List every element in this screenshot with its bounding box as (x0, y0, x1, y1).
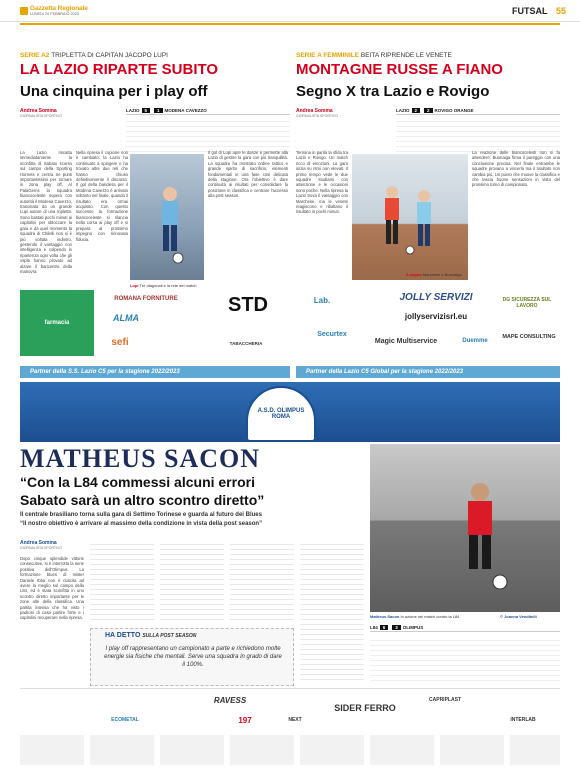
left-caption-name: Lupi (130, 283, 139, 288)
sponsors-right-panel (296, 290, 560, 362)
olimpus-scoreboard (370, 624, 560, 632)
sponsor-197: 197 (238, 715, 252, 725)
right-col2: La reazione delle biancocelesti non si fa attendere: Buonaiga firma il pareggio con una conclusione precisa. Nel finale entrambe le squadre provano a vincerla ma il risultato non cambia più. Un punto che muove la classifica e che lascia buone sensazioni in vista del prossimo turno di campionato. (472, 150, 560, 188)
right-caption-text: Marchese e Buonaiga (422, 272, 462, 277)
left-kicker (20, 52, 168, 59)
right-author-name: Andrea Somma (296, 108, 333, 114)
olimpus-score-home-goals: 6 (380, 625, 389, 630)
player-figure-icon (130, 154, 204, 280)
left-score-away: MODENA CAVEZZO (164, 108, 207, 113)
sponsor-jolly-website: jollyservizisrl.eu (404, 311, 468, 321)
olimpus-author-name: Andrea Somma (20, 540, 57, 546)
sponsor-romana-forniture: ROMANA FORNITURE (114, 296, 178, 302)
sponsor-interlab: INTERLAB (510, 717, 536, 723)
left-author (20, 108, 62, 118)
sponsor-sefi: sefi (111, 336, 129, 348)
sponsor-duemme: Duemme (462, 338, 488, 344)
left-col1: La Lazio riscatta immediatamente la sconfitta di Sabato scorso sul campo della Sporting Hornets e centra tre punti importantissimi per tornare in zona play off. Al PalaGems la squadra biancoceleste supera con autorità il Modena Cavezzo, trascinata da un grande Lupi autore di una tripletta. Sono bastati pochi minuti ai capitolini per sbloccare la gara e da quel momento la squadra di Chilelli non si è più voltata indietro, gestendo il vantaggio con intelligenza e colpendo in ripartenza ogni volta che gli ospiti hanno provato ad alzare il baricentro della manovra. (20, 150, 72, 274)
right-score-home: LAZIO (396, 108, 410, 113)
right-author-role: GIORNALISTA SPORTIVO (296, 114, 339, 118)
sponsor-std: STD (228, 293, 268, 316)
olimpus-score-away: OLIMPUS (402, 625, 424, 630)
right-kicker (296, 52, 452, 59)
right-lineup-block (396, 117, 560, 153)
left-lineup-block (126, 117, 290, 153)
partner-stripe-right: Partner della Lazio C5 Global per la stagione 2022/2023 (296, 366, 560, 378)
header-bar (0, 0, 580, 22)
sponsor-mape-consulting: MAPE CONSULTING (502, 334, 556, 340)
olimpus-col4 (230, 540, 294, 624)
right-title: MONTAGNE RUSSE A FIANO (296, 61, 503, 78)
sponsor-next: NEXT (288, 717, 302, 723)
right-caption-name: A segno (406, 272, 422, 277)
olimpus-score-away-goals: 3 (392, 625, 401, 630)
quote-title-text: HA DETTO (105, 632, 141, 639)
right-kicker-strong: SERIE A FEMMINILE (296, 52, 360, 59)
olimpus-dek-1: Il centrale brasiliano torna sulla gara di Settimo Torinese e guarda al futuro dei Blues (20, 512, 262, 518)
sponsor-jolly-servizi: JOLLY SERVIZI (399, 291, 473, 303)
left-caption-text: Tre diagonali e la rete del match (139, 283, 197, 288)
left-kicker-strong: SERIE A2 (20, 52, 50, 59)
left-score-home-goals: 5 (142, 108, 151, 113)
olimpus-crest-text: A.S.D. OLIMPUS ROMA (257, 408, 305, 420)
left-author-name: Andrea Somma (20, 108, 57, 114)
olimpus-col3 (160, 540, 224, 624)
olimpus-photo-credit: © Joanna Venditelli (500, 614, 537, 619)
brand-name: Gazzetta Regionale (30, 5, 88, 12)
left-title: LA LAZIO RIPARTE SUBITO (20, 61, 219, 78)
sponsor-magic-multiservice: Magic Multiservice (374, 337, 438, 345)
header-divider (20, 23, 560, 25)
partner-stripe-left: Partner della S.S. Lazio C5 per la stagione 2022/2023 (20, 366, 290, 378)
left-author-role: GIORNALISTA SPORTIVO (20, 114, 63, 118)
sponsor-securtex: Securtex (317, 330, 347, 338)
right-col1: Termina in parità la sfida tra Lazio e Rovigo. Un match ricco di emozioni. La gara inizia su ritmi non elevati. Il primo tempo vede le due squadre studiarsi con attenzione e le occasioni sono poche. Nella ripresa la Lazio trova il vantaggio con Marchese, ma le venete reagiscono e ribaltano il risultato in pochi minuti. (296, 150, 348, 215)
right-kicker-text: BEITA RIPRENDE LE VENETE (360, 52, 452, 59)
bottom-sponsors (20, 688, 560, 768)
olimpus-lineup-block (370, 636, 560, 682)
olimpus-banner (20, 382, 560, 442)
right-score-away-goals: 2 (424, 108, 433, 113)
sponsor-dg-sicurezza: DG SICUREZZA SUL LAVORO (502, 297, 552, 309)
sponsor-ravess: RAVESS (213, 695, 247, 705)
olimpus-score-home: L84 (370, 625, 378, 630)
sponsors-left-panel (20, 290, 290, 362)
right-score-home-goals: 2 (412, 108, 421, 113)
sponsor-sider-ferro: SIDER FERRO (334, 703, 396, 713)
player-action-icon (370, 444, 560, 612)
right-scoreboard (396, 107, 560, 115)
olimpus-dek-2: “Il nostro obiettivo è arrivare al massimo della condizione in vista della post season” (20, 521, 263, 527)
right-subtitle: Segno X tra Lazio e Rovigo (296, 83, 490, 100)
left-score-away-goals: 1 (154, 108, 163, 113)
quote-title (105, 632, 196, 639)
olimpus-caption-text: In azione nel match contro la L84 (400, 614, 460, 619)
sponsor-logo-grid (20, 735, 560, 765)
left-subtitle: Una cinquina per i play off (20, 83, 208, 100)
right-photo (352, 154, 468, 280)
brand-logo-icon (20, 7, 28, 15)
left-col3: Il gol di Lupi apre le danze e permette alla Lazio di gestire la gara con più tranquillità. La squadra ha mostrato ordine tattico e grande spirito di sacrificio, elementi fondamentali in una fase così delicata della stagione. Ora l'obiettivo è dare continuità ai risultati per consolidare la posizione in classifica e centrare l'accesso alla post season. (208, 150, 288, 199)
olimpus-col2 (90, 540, 154, 624)
olimpus-col5 (300, 540, 364, 680)
quote-subtitle: SULLA POST SEASON (142, 633, 197, 639)
olimpus-col1: Dopo cinque splendide vittorie consecutive, si è interrotta la serie positiva dell'Olimpus. La formazione blues di mister Daniele Ibba non è riuscita ad avere la meglio sul campo della L84, ed è stata sconfitta in uno scontro diretto importante per le zone alte della classifica. Una partita intensa che ha visto i padroni di casa partire forte e i capitolini recuperare nella ripresa. (20, 556, 84, 621)
quote-box (90, 628, 294, 686)
sponsor-capriplast: CAPRIPLAST (429, 697, 461, 703)
olimpus-author (20, 540, 62, 550)
right-caption (406, 272, 462, 277)
left-caption (130, 283, 197, 288)
sponsor-tabaccheria: TABACCHERIA (229, 340, 263, 346)
quote-text: I play off rappresentano un campionato a parte e richiedono molte energie sia fisiche che mentali. Serve una squadra in grado di dare il 100%. (104, 646, 282, 668)
issue-date: LUNEDI 20 FEBBRAIO 2023 (30, 12, 79, 16)
sponsor-lab: Lab. (313, 295, 331, 305)
section-name: FUTSAL (512, 6, 548, 16)
sponsor-farmacia: farmacia (20, 290, 94, 356)
sponsor-ecometal: ECOMETAL (111, 717, 139, 723)
olimpus-photo (370, 444, 560, 612)
left-scoreboard (126, 107, 290, 115)
sponsor-alma: ALMA (113, 313, 139, 323)
right-author (296, 108, 338, 118)
left-col2: Nella ripresa il copione non è cambiato: la Lazio ha continuato a spingere e ha trovato altre due reti che hanno chiuso definitivamente il discorso. Il gol della bandiera per il Modena Cavezzo è arrivato soltanto nel finale, quando il risultato era ormai acquisito. Con questo successo la formazione biancoceleste si rilancia nella corsa ai play off e si prepara al prossimo impegno con rinnovata fiducia. (76, 150, 128, 242)
olimpus-headline-2: Sabato sarà un altro scontro diretto” (20, 492, 265, 508)
olimpus-caption-name: Matheus Sacon (370, 614, 400, 619)
olimpus-headline-name: MATHEUS SACON (20, 444, 261, 473)
olimpus-author-role: GIORNALISTA SPORTIVO (20, 546, 63, 550)
olimpus-caption (370, 614, 459, 619)
left-score-home: LAZIO (126, 108, 140, 113)
left-kicker-text: TRIPLETTA DI CAPITAN JACOPO LUPI (51, 52, 168, 59)
page-number: 55 (556, 6, 567, 16)
right-score-away: ROVIGO ORANGE (434, 108, 474, 113)
players-figure-icon (352, 154, 468, 280)
olimpus-headline-1: “Con la L84 commessi alcuni errori (20, 474, 255, 490)
left-photo (130, 154, 204, 280)
